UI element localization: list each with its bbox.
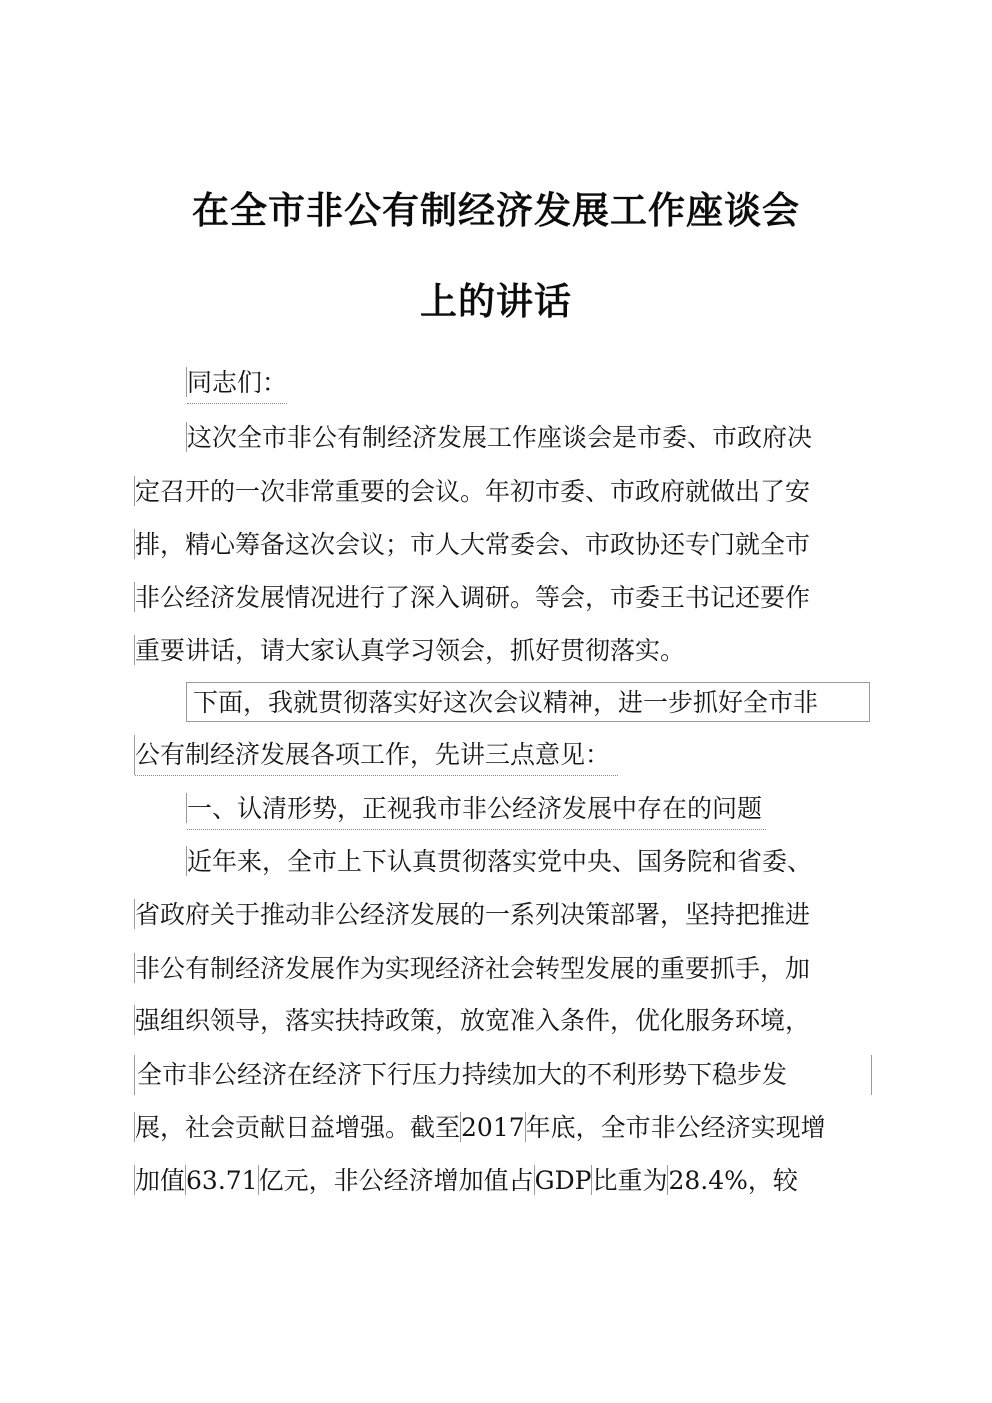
paragraph-1-line-1: 这次全市非公有制经济发展工作座谈会是市委、市政府决 — [187, 423, 813, 452]
paragraph-1-line-5: 重要讲话，请大家认真学习领会，抓好贯彻落实。 — [135, 636, 686, 665]
paragraph-3-line-2: 省政府关于推动非公经济发展的一系列决策部署，坚持把推进 — [135, 900, 811, 929]
document-title-line-2: 上的讲话 — [420, 280, 572, 323]
salutation: 同志们： — [187, 363, 287, 404]
paragraph-1-line-3: 排，精心筹备这次会议；市人大常委会、市政协还专门就全市 — [135, 530, 811, 559]
paragraph-3-line-6: 展，社会贡献日益增强。截至2017年底，全市非公经济实现增 — [134, 1108, 826, 1148]
paragraph-2-line-2: 公有制经济发展各项工作，先讲三点意见： — [134, 735, 618, 775]
paragraph-3-line-4: 强组织领导，落实扶持政策，放宽准入条件，优化服务环境， — [135, 1006, 811, 1035]
year-value: 2017 — [461, 1113, 525, 1142]
document-title-line-1: 在全市非公有制经济发展工作座谈会 — [192, 189, 800, 232]
paragraph-3-line-1: 近年来，全市上下认真贯彻落实党中央、国务院和省委、 — [187, 847, 813, 876]
share-percent: 28.4%，较 — [668, 1166, 798, 1195]
paragraph-1-line-4: 非公经济发展情况进行了深入调研。等会，市委王书记还要作 — [135, 583, 811, 612]
paragraph-2-line-1: 下面，我就贯彻落实好这次会议精神，进一步抓好全市非 — [186, 682, 870, 722]
paragraph-1-line-2: 定召开的一次非常重要的会议。年初市委、市政府就做出了安 — [135, 477, 811, 506]
paragraph-3-line-5: 全市非公经济在经济下行压力持续加大的不利形势下稳步发 — [134, 1055, 872, 1095]
paragraph-3-line-3: 非公有制经济发展作为实现经济社会转型发展的重要抓手，加 — [135, 954, 811, 983]
section-heading-1: 一、认清形势，正视我市非公经济发展中存在的问题 — [186, 789, 766, 829]
salutation-line — [186, 363, 287, 403]
added-value-number: 63.71 — [186, 1166, 258, 1195]
paragraph-3-line-7: 加值63.71亿元，非公经济增加值占GDP比重为28.4%，较 — [134, 1161, 798, 1201]
gdp-label: GDP — [534, 1166, 592, 1195]
